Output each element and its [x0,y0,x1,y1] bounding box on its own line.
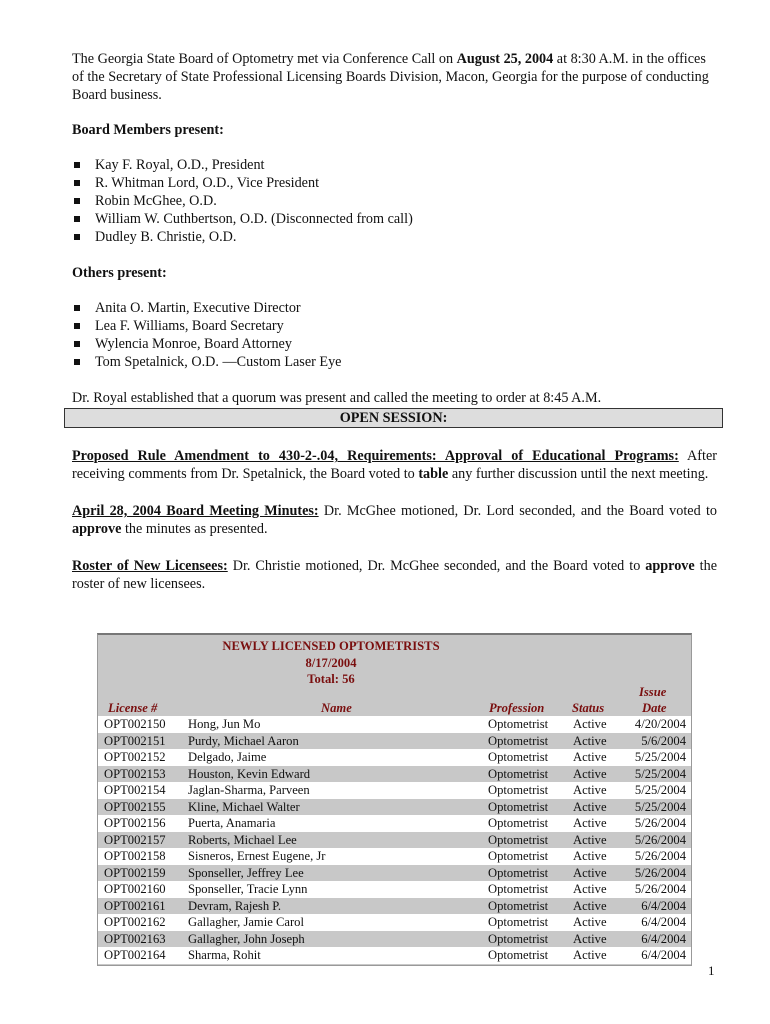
profession-cell: Optometrist [488,931,549,946]
table-row [98,782,691,799]
license-cell: OPT002151 [104,733,166,748]
agenda-item-heading: Roster of New Licensees: [72,558,228,574]
list-item-text: Lea F. Williams, Board Secretary [95,318,284,334]
table-row [98,749,691,766]
profession-cell: Optometrist [488,717,549,731]
bullet-icon [74,359,80,365]
table-row [98,898,691,915]
profession-cell: Optometrist [488,733,549,748]
list-item [72,174,717,192]
profession-cell: Optometrist [488,948,549,962]
license-cell: OPT002159 [104,865,166,880]
list-item-text: Tom Spetalnick, O.D. —Custom Laser Eye [95,354,342,370]
agenda-item-action: approve [72,521,122,537]
list-item-text: Anita O. Martin, Executive Director [95,300,301,316]
agenda-item-heading: April 28, 2004 Board Meeting Minutes: [72,503,319,519]
table-row [98,815,691,832]
name-cell: Purdy, Michael Aaron [188,733,299,748]
issue-date-cell: 5/25/2004 [634,750,686,764]
profession-cell: Optometrist [488,849,549,863]
others-heading: Others present: [72,265,167,281]
name-cell: Gallagher, Jamie Carol [188,915,304,929]
board-members-list [72,156,717,246]
name-cell: Roberts, Michael Lee [188,832,297,847]
status-cell: Active [573,783,607,797]
table-row [98,848,691,865]
bullet-icon [74,198,80,204]
bullet-icon [74,180,80,186]
profession-cell: Optometrist [488,898,549,913]
bullet-icon [74,216,80,222]
name-cell: Hong, Jun Mo [188,717,261,731]
license-cell: OPT002164 [104,948,166,962]
profession-cell: Optometrist [488,865,549,880]
status-cell: Active [573,898,607,913]
issue-date-cell: 6/4/2004 [641,898,686,913]
profession-cell: Optometrist [488,766,549,781]
bullet-icon [74,234,80,240]
profession-cell: Optometrist [488,832,549,847]
license-cell: OPT002156 [104,816,166,830]
agenda-item-action: table [418,466,449,482]
intro-text-end: at 8:30 A.M. in the offices of the Secretary of State Professional Licensing Boards Division, Macon, Georgia for the purpose of conducting Board business. [72,51,709,103]
license-cell: OPT002155 [104,799,166,814]
list-item [72,317,717,335]
profession-cell: Optometrist [488,783,549,797]
list-item-text: Robin McGhee, O.D. [95,193,217,209]
list-item-text: William W. Cuthbertson, O.D. (Disconnected from call) [95,211,413,227]
list-item-text: Kay F. Royal, O.D., President [95,157,265,173]
document-body [72,50,717,593]
issue-date-cell: 6/4/2004 [641,948,686,962]
license-cell: OPT002154 [104,783,166,797]
issue-date-cell: 5/25/2004 [634,799,686,814]
agenda-item-action: approve [645,558,695,574]
status-cell: Active [573,816,607,830]
license-cell: OPT002152 [104,750,166,764]
issue-date-cell: 5/26/2004 [634,865,686,880]
name-cell: Sponseller, Jeffrey Lee [188,865,304,880]
agenda-item [72,447,717,483]
bullet-icon [74,341,80,347]
agenda-item-text-end: any further discussion until the next meeting. [448,466,709,482]
profession-cell: Optometrist [488,799,549,814]
list-item [72,228,717,246]
list-item [72,192,717,210]
list-item [72,210,717,228]
profession-cell: Optometrist [488,882,549,896]
issue-date-cell: 5/6/2004 [641,733,686,748]
license-cell: OPT002162 [104,915,166,929]
name-cell: Gallagher, John Joseph [188,931,305,946]
quorum-statement: Dr. Royal established that a quorum was present and called the meeting to order at 8:45 A.M. [72,390,602,406]
agenda-item-text-end: the minutes as presented. [121,521,268,537]
list-item-text: Dudley B. Christie, O.D. [95,229,237,245]
list-item-text: Wylencia Monroe, Board Attorney [95,336,292,352]
table-row [98,733,691,750]
board-members-heading: Board Members present: [72,122,224,138]
list-item [72,156,717,174]
name-cell: Houston, Kevin Edward [188,766,311,781]
table-row [98,947,691,964]
issue-date-cell: 6/4/2004 [641,915,686,929]
agenda-item-text: After receiving comments from Dr. Spetalnick, the Board voted to [72,448,717,482]
table-row [98,865,691,882]
issue-date-cell: 5/26/2004 [634,832,686,847]
issue-date-cell: 5/25/2004 [634,783,686,797]
table-title: NEWLY LICENSED OPTOMETRISTS [222,639,440,653]
name-cell: Kline, Michael Walter [188,799,300,814]
bullet-icon [74,305,80,311]
license-cell: OPT002153 [104,766,166,781]
issue-date-cell: 5/25/2004 [634,766,686,781]
list-item [72,299,717,317]
issue-date-cell: 5/26/2004 [634,882,686,896]
others-list [72,299,717,371]
bullet-icon [74,162,80,168]
table-rows [98,716,691,964]
header-issue: Issue [639,685,667,699]
name-cell: Puerta, Anamaria [188,816,276,830]
table-row [98,914,691,931]
meeting-date: August 25, 2004 [456,51,554,67]
header-name: Name [321,701,352,715]
agenda-item [72,502,717,538]
status-cell: Active [573,717,607,731]
agenda-item-text: Dr. Christie motioned, Dr. McGhee seconded, and the Board voted to [227,558,646,574]
status-cell: Active [573,849,607,863]
table-row [98,931,691,948]
open-session-banner: OPEN SESSION: [64,408,723,428]
license-cell: OPT002157 [104,832,166,847]
status-cell: Active [573,766,607,781]
header-date: Date [642,701,667,715]
profession-cell: Optometrist [488,750,549,764]
bullet-icon [74,323,80,329]
issue-date-cell: 5/26/2004 [634,849,686,863]
list-item [72,353,717,371]
list-item [72,335,717,353]
table-row [98,881,691,898]
name-cell: Sharma, Rohit [188,948,261,962]
license-cell: OPT002150 [104,717,166,731]
issue-date-cell: 4/20/2004 [634,717,686,731]
name-cell: Sponseller, Tracie Lynn [188,882,308,896]
agenda-item [72,557,717,593]
name-cell: Jaglan-Sharma, Parveen [188,783,310,797]
status-cell: Active [573,832,607,847]
agenda-item-heading: Proposed Rule Amendment to 430-2-.04, Requirements: Approval of Educational Programs: [72,448,679,464]
table-title-block [98,638,564,688]
header-profession: Profession [489,701,545,715]
license-cell: OPT002161 [104,898,166,913]
issue-date-cell: 5/26/2004 [634,816,686,830]
table-date: 8/17/2004 [305,655,357,670]
status-cell: Active [573,799,607,814]
profession-cell: Optometrist [488,915,549,929]
agenda-item-text: Dr. McGhee motioned, Dr. Lord seconded, and the Board voted to [318,503,717,519]
name-cell: Sisneros, Ernest Eugene, Jr [188,849,326,863]
status-cell: Active [573,931,607,946]
license-cell: OPT002163 [104,931,166,946]
status-cell: Active [573,865,607,880]
issue-date-cell: 6/4/2004 [641,931,686,946]
intro-paragraph [72,50,717,104]
table-row [98,766,691,783]
header-status: Status [572,701,605,715]
status-cell: Active [573,948,607,962]
agenda-item-text-end: the roster of new licensees. [72,558,718,592]
license-cell: OPT002158 [104,849,166,863]
table-row [98,832,691,849]
agenda-items [72,447,717,593]
name-cell: Delgado, Jaime [188,750,267,764]
list-item-text: R. Whitman Lord, O.D., Vice President [95,175,320,191]
header-license: License # [108,701,158,715]
licensee-table [97,633,692,966]
name-cell: Devram, Rajesh P. [188,898,282,913]
profession-cell: Optometrist [488,816,549,830]
table-row [98,799,691,816]
license-cell: OPT002160 [104,882,166,896]
page-number: 1 [708,963,715,978]
table-total: Total: 56 [307,672,355,686]
intro-text: The Georgia State Board of Optometry met via Conference Call on [72,51,457,67]
table-row [98,716,691,733]
status-cell: Active [573,750,607,764]
status-cell: Active [573,915,607,929]
status-cell: Active [573,882,607,896]
status-cell: Active [573,733,607,748]
